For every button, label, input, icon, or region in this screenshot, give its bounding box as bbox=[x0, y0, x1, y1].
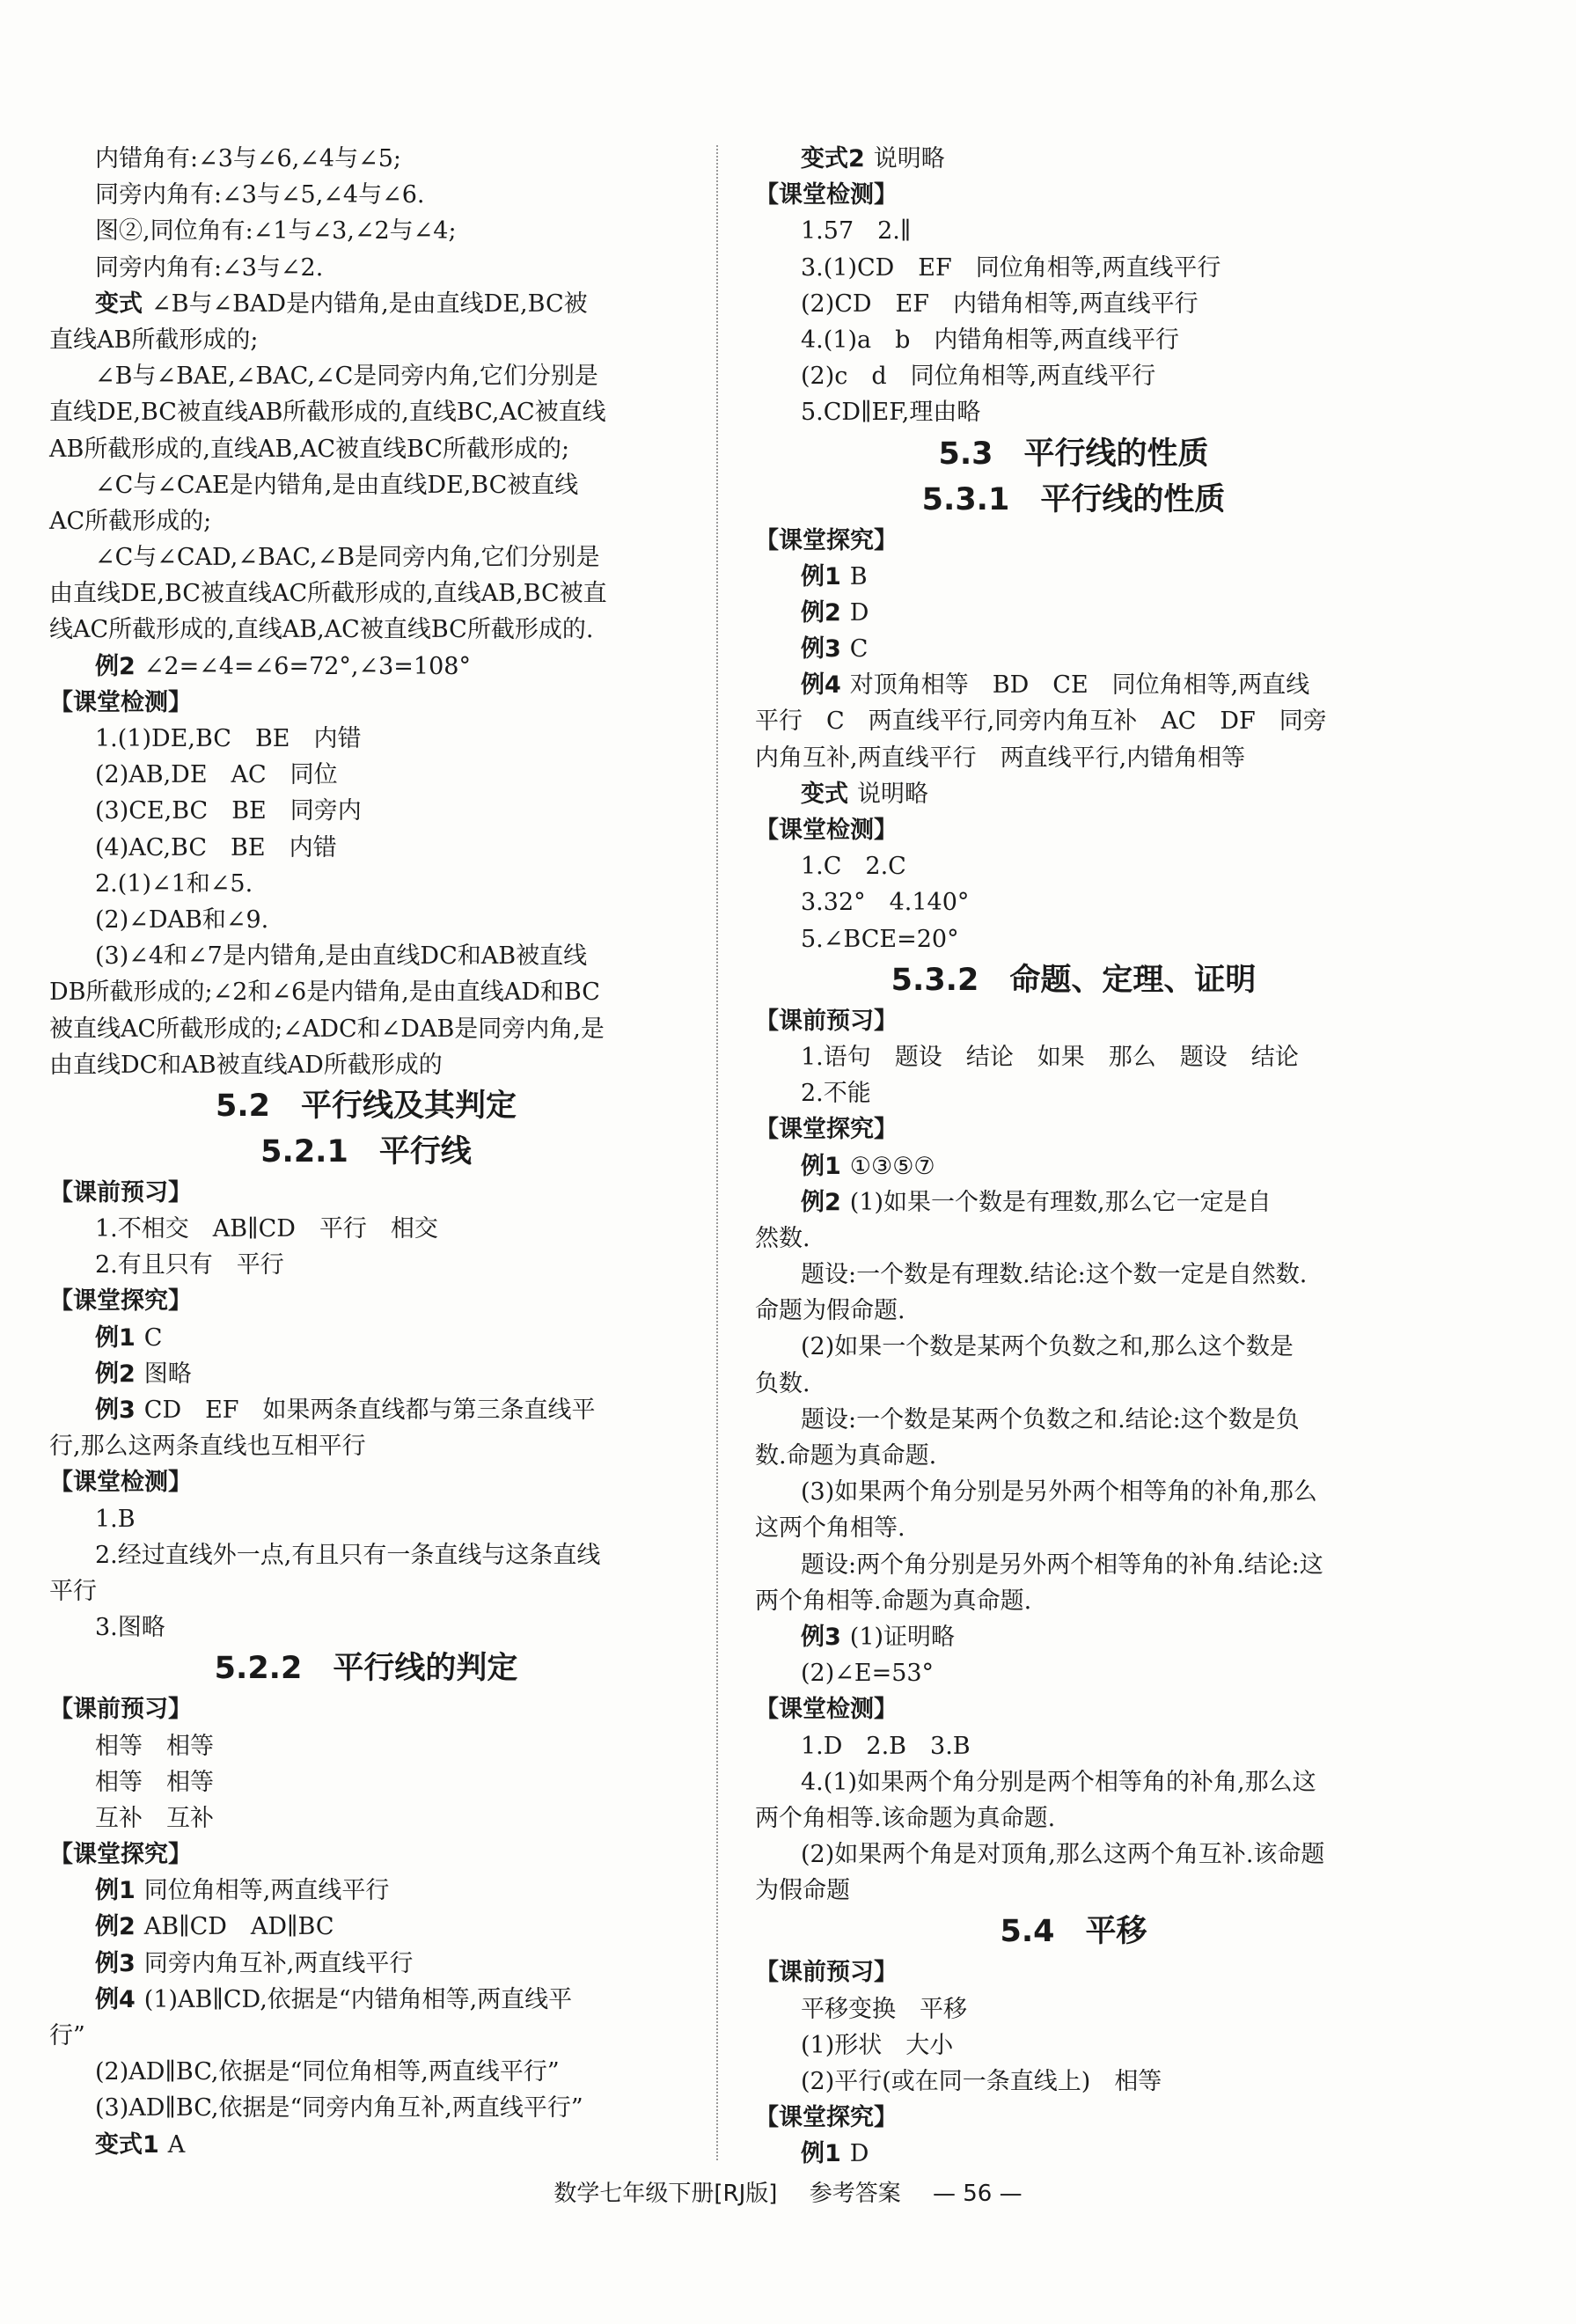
answer-line bbox=[755, 1619, 1392, 1655]
answer-line bbox=[49, 1501, 683, 1537]
answer-text: DB所截形成的;∠2和∠6是内错角,是由直线AD和BC bbox=[49, 979, 600, 1007]
answer-text: 1.B bbox=[95, 1505, 136, 1533]
answer-text: 被直线AC所截形成的;∠ADC和∠DAB是同旁内角,是 bbox=[49, 1015, 605, 1043]
answer-line bbox=[755, 776, 1392, 812]
subsection-label: 【课堂检测】 bbox=[49, 688, 192, 716]
section-heading: 5.3 平行线的性质 bbox=[938, 436, 1209, 472]
answer-text: AB∥CD AD∥BC bbox=[143, 1913, 334, 1941]
answer-text: 2.有且只有 平行 bbox=[95, 1251, 284, 1279]
answer-line bbox=[49, 1946, 683, 1982]
answer-text: 1.57 2.∥ bbox=[801, 217, 912, 246]
answer-line bbox=[49, 2054, 683, 2090]
page-footer bbox=[0, 2175, 1576, 2208]
answer-line bbox=[49, 1047, 683, 1083]
answer-line bbox=[49, 1320, 683, 1356]
subsection-label: 【课堂检测】 bbox=[755, 1696, 898, 1724]
answer-text: 1.不相交 AB∥CD 平行 相交 bbox=[95, 1215, 438, 1243]
left-column bbox=[49, 141, 683, 2163]
subsection-label: 【课堂检测】 bbox=[49, 1469, 192, 1497]
answer-line bbox=[755, 1836, 1392, 1873]
answer-line bbox=[49, 1392, 683, 1428]
answer-line bbox=[755, 1329, 1392, 1365]
answer-text: (3)CE,BC BE 同旁内 bbox=[95, 797, 362, 825]
answer-line bbox=[49, 649, 683, 685]
answer-text: 同旁内角有:∠3与∠2. bbox=[95, 253, 324, 282]
answer-text: 题设:一个数是有理数.结论:这个数一定是自然数. bbox=[801, 1261, 1308, 1289]
answer-text: 5.∠BCE=20° bbox=[801, 925, 959, 953]
answer-text: (2)CD EF 内错角相等,两直线平行 bbox=[801, 290, 1198, 318]
answer-line bbox=[755, 1583, 1392, 1619]
subsection-label: 【课堂探究】 bbox=[755, 1116, 898, 1144]
answer-text: 说明略 bbox=[873, 145, 945, 172]
answer-text: ∠2=∠4=∠6=72°,∠3=108° bbox=[143, 652, 471, 680]
answer-text: 这两个角相等. bbox=[755, 1514, 905, 1543]
subsection-label: 【课堂检测】 bbox=[755, 181, 898, 209]
answer-text: CD EF 如果两条直线都与第三条直线平 bbox=[143, 1397, 596, 1424]
section-heading: 5.2 平行线及其判定 bbox=[215, 1088, 517, 1124]
answer-line bbox=[49, 612, 683, 648]
answer-text: 2.不能 bbox=[801, 1080, 871, 1108]
answer-text: (2)AB,DE AC 同位 bbox=[95, 761, 338, 789]
answer-text: 3.图略 bbox=[95, 1614, 165, 1642]
answer-line bbox=[755, 667, 1392, 703]
answer-line bbox=[755, 2136, 1392, 2172]
answer-text: 线AC所截形成的,直线AB,AC被直线BC所截形成的. bbox=[49, 616, 594, 644]
answer-text: 4.(1)如果两个角分别是两个相等角的补角,那么这 bbox=[801, 1768, 1316, 1796]
answer-text: A bbox=[167, 2130, 186, 2159]
answer-line bbox=[755, 1293, 1392, 1329]
answer-text: ∠B与∠BAE,∠BAC,∠C是同旁内角,它们分别是 bbox=[95, 363, 598, 391]
answer-line bbox=[49, 503, 683, 539]
answer-line bbox=[755, 884, 1392, 920]
answer-text: 两个角相等.命题为真命题. bbox=[755, 1587, 1032, 1615]
example-tag: 例1 bbox=[801, 2140, 841, 2168]
answer-text: 数.命题为真命题. bbox=[755, 1442, 937, 1470]
answer-line bbox=[755, 2064, 1392, 2100]
answer-line bbox=[755, 1547, 1392, 1583]
answer-line bbox=[755, 1764, 1392, 1800]
answer-text: 相等 相等 bbox=[95, 1768, 214, 1796]
answer-text: (2)如果两个角是对顶角,那么这两个角互补.该命题 bbox=[801, 1841, 1325, 1869]
answer-line bbox=[49, 902, 683, 938]
answer-line bbox=[49, 1609, 683, 1646]
answer-line bbox=[755, 559, 1392, 595]
answer-text: 2.(1)∠1和∠5. bbox=[95, 869, 253, 898]
answer-line bbox=[49, 1764, 683, 1800]
answer-text: (3)∠4和∠7是内错角,是由直线DC和AB被直线 bbox=[95, 942, 588, 971]
example-tag: 例2 bbox=[801, 1188, 841, 1216]
answer-line bbox=[755, 921, 1392, 957]
answer-text: 1.C 2.C bbox=[801, 853, 906, 881]
answer-text: 同旁内角有:∠3与∠5,∠4与∠6. bbox=[95, 181, 425, 209]
answer-line bbox=[755, 358, 1392, 394]
answer-line bbox=[49, 394, 683, 430]
answer-line bbox=[49, 250, 683, 286]
column-divider bbox=[716, 145, 718, 2160]
answer-line bbox=[755, 1873, 1392, 1909]
answer-line bbox=[49, 1356, 683, 1392]
example-tag: 例3 bbox=[801, 1623, 841, 1651]
answer-line bbox=[755, 631, 1392, 667]
answer-text: ∠B与∠BAD是内错角,是由直线DE,BC被 bbox=[151, 290, 588, 318]
section-heading: 5.3.2 命题、定理、证明 bbox=[891, 962, 1257, 998]
answer-line bbox=[49, 431, 683, 467]
answer-text: 相等 相等 bbox=[95, 1732, 214, 1760]
answer-line bbox=[49, 1873, 683, 1909]
answer-text: 3.(1)CD EF 同位角相等,两直线平行 bbox=[801, 253, 1221, 282]
answer-text: 平行 C 两直线平行,同旁内角互补 AC DF 同旁 bbox=[755, 707, 1327, 736]
answer-line bbox=[49, 141, 683, 177]
example-tag: 例1 bbox=[95, 1323, 136, 1352]
answer-line bbox=[49, 830, 683, 866]
answer-text: (1)形状 大小 bbox=[801, 2031, 954, 2059]
answer-line bbox=[755, 1402, 1392, 1438]
answer-line bbox=[49, 1800, 683, 1836]
answer-text: 平移变换 平移 bbox=[801, 1995, 967, 2023]
answer-text: 说明略 bbox=[857, 780, 928, 808]
answer-line bbox=[755, 1800, 1392, 1836]
answer-line bbox=[49, 974, 683, 1010]
answer-line bbox=[755, 1075, 1392, 1111]
answer-text: C bbox=[849, 635, 869, 663]
answer-text: 4.(1)a b 内错角相等,两直线平行 bbox=[801, 326, 1179, 354]
answer-line bbox=[755, 141, 1392, 177]
answer-line bbox=[755, 1510, 1392, 1546]
answer-text: 内角互补,两直线平行 两直线平行,内错角相等 bbox=[755, 744, 1246, 772]
answer-text: ∠C与∠CAD,∠BAC,∠B是同旁内角,它们分别是 bbox=[95, 544, 600, 572]
subsection-label: 【课堂探究】 bbox=[49, 1841, 192, 1869]
answer-text: 1.(1)DE,BC BE 内错 bbox=[95, 725, 362, 752]
example-tag: 例1 bbox=[801, 562, 841, 590]
answer-text: (2)c d 同位角相等,两直线平行 bbox=[801, 363, 1156, 391]
answer-text: 题设:两个角分别是另外两个相等角的补角.结论:这 bbox=[801, 1551, 1323, 1579]
answer-line bbox=[49, 2090, 683, 2126]
answer-line bbox=[49, 1428, 683, 1464]
example-tag: 例4 bbox=[801, 671, 841, 700]
answer-line bbox=[49, 2127, 683, 2163]
answer-line bbox=[49, 467, 683, 503]
answer-text: 图②,同位角有:∠1与∠3,∠2与∠4; bbox=[95, 217, 457, 246]
answer-line bbox=[49, 177, 683, 213]
page-number: — 56 — bbox=[932, 2181, 1023, 2207]
subsection-label: 【课堂探究】 bbox=[755, 2104, 898, 2132]
example-tag: 例1 bbox=[801, 1152, 841, 1180]
answer-text: B bbox=[849, 562, 868, 590]
answer-text: 为假命题 bbox=[755, 1877, 850, 1905]
section-heading: 5.2.2 平行线的判定 bbox=[214, 1651, 518, 1687]
answer-text: 两个角相等.该命题为真命题. bbox=[755, 1804, 1056, 1832]
answer-text: 行” bbox=[49, 2022, 85, 2049]
example-tag: 变式 bbox=[95, 290, 143, 318]
answer-line bbox=[49, 1011, 683, 1047]
answer-text: (1)证明略 bbox=[849, 1623, 956, 1651]
answer-text: 平行 bbox=[49, 1577, 97, 1605]
answer-line bbox=[755, 1438, 1392, 1474]
example-tag: 变式1 bbox=[95, 2130, 159, 2159]
example-tag: 例1 bbox=[95, 1877, 136, 1905]
subsection-label: 【课前预习】 bbox=[755, 1959, 898, 1987]
answer-line bbox=[49, 1573, 683, 1609]
answer-text: (1)AB∥CD,依据是“内错角相等,两直线平 bbox=[143, 1985, 573, 2013]
example-tag: 变式 bbox=[801, 780, 848, 808]
answer-line bbox=[49, 721, 683, 757]
answer-line bbox=[755, 848, 1392, 884]
answer-line bbox=[755, 595, 1392, 631]
example-tag: 变式2 bbox=[801, 145, 865, 172]
section-heading: 5.4 平移 bbox=[1000, 1914, 1147, 1950]
answer-text: 同位角相等,两直线平行 bbox=[143, 1877, 390, 1905]
example-tag: 例2 bbox=[95, 1360, 136, 1388]
answer-text: 3.32° 4.140° bbox=[801, 889, 970, 917]
answer-line bbox=[755, 1655, 1392, 1691]
footer-section: 参考答案 bbox=[809, 2181, 901, 2207]
subsection-label: 【课堂探究】 bbox=[49, 1287, 192, 1316]
example-tag: 例2 bbox=[801, 598, 841, 627]
answer-line bbox=[755, 322, 1392, 358]
answer-text: D bbox=[849, 2140, 869, 2168]
section-heading: 5.3.1 平行线的性质 bbox=[921, 481, 1226, 517]
answer-text: (3)如果两个角分别是另外两个相等角的补角,那么 bbox=[801, 1478, 1317, 1507]
subsection-label: 【课堂探究】 bbox=[755, 526, 898, 554]
answer-text: 图略 bbox=[143, 1360, 192, 1388]
answer-line bbox=[755, 740, 1392, 776]
example-tag: 例3 bbox=[95, 1397, 136, 1424]
answer-line bbox=[49, 358, 683, 394]
answer-text: 1.语句 题设 结论 如果 那么 题设 结论 bbox=[801, 1043, 1299, 1071]
answer-line bbox=[49, 1537, 683, 1573]
answer-line bbox=[49, 1247, 683, 1283]
answer-line bbox=[49, 1909, 683, 1945]
answer-text: 行,那么这两条直线也互相平行 bbox=[49, 1433, 366, 1461]
answer-line bbox=[49, 576, 683, 612]
footer-book-title: 数学七年级下册[RJ版] bbox=[553, 2181, 778, 2207]
answer-text: 由直线DC和AB被直线AD所截形成的 bbox=[49, 1051, 443, 1079]
answer-line bbox=[49, 539, 683, 576]
example-tag: 例2 bbox=[95, 652, 136, 680]
answer-line bbox=[755, 213, 1392, 249]
answer-line bbox=[755, 1221, 1392, 1257]
answer-line bbox=[49, 1982, 683, 2018]
answer-line bbox=[49, 793, 683, 829]
answer-text: 直线DE,BC被直线AB所截形成的,直线BC,AC被直线 bbox=[49, 399, 606, 427]
answer-line bbox=[49, 322, 683, 358]
answer-line bbox=[755, 1184, 1392, 1221]
answer-line bbox=[755, 1474, 1392, 1510]
answer-line bbox=[49, 1211, 683, 1247]
answer-text: 对顶角相等 BD CE 同位角相等,两直线 bbox=[849, 671, 1310, 700]
answer-line bbox=[755, 2027, 1392, 2064]
answer-line bbox=[49, 866, 683, 902]
answer-text: (2)如果一个数是某两个负数之和,那么这个数是 bbox=[801, 1333, 1294, 1361]
answer-text: 题设:一个数是某两个负数之和.结论:这个数是负 bbox=[801, 1405, 1300, 1433]
answer-line bbox=[49, 286, 683, 322]
answer-text: D bbox=[849, 598, 869, 627]
answer-text: ①③⑤⑦ bbox=[849, 1152, 935, 1180]
right-column bbox=[755, 141, 1392, 2173]
answer-text: ∠C与∠CAE是内错角,是由直线DE,BC被直线 bbox=[95, 471, 579, 499]
answer-line bbox=[755, 394, 1392, 430]
answer-text: 由直线DE,BC被直线AC所截形成的,直线AB,BC被直 bbox=[49, 580, 607, 608]
answer-line bbox=[755, 286, 1392, 322]
subsection-label: 【课前预习】 bbox=[755, 1007, 898, 1035]
answer-line bbox=[49, 938, 683, 974]
answer-text: C bbox=[143, 1323, 163, 1352]
answer-line bbox=[755, 1257, 1392, 1293]
answer-text: 1.D 2.B 3.B bbox=[801, 1732, 971, 1760]
answer-text: (2)∠DAB和∠9. bbox=[95, 905, 269, 934]
answer-line bbox=[755, 250, 1392, 286]
answer-line bbox=[49, 1728, 683, 1764]
answer-text: 2.经过直线外一点,有且只有一条直线与这条直线 bbox=[95, 1541, 601, 1569]
answer-line bbox=[755, 1728, 1392, 1764]
answer-text: (2)平行(或在同一条直线上) 相等 bbox=[801, 2068, 1162, 2095]
answer-text: 命题为假命题. bbox=[755, 1297, 905, 1325]
answer-line bbox=[49, 213, 683, 249]
answer-text: 内错角有:∠3与∠6,∠4与∠5; bbox=[95, 145, 401, 172]
section-heading: 5.2.1 平行线 bbox=[260, 1133, 472, 1169]
subsection-label: 【课前预习】 bbox=[49, 1178, 192, 1206]
answer-line bbox=[755, 1148, 1392, 1184]
subsection-label: 【课前预习】 bbox=[49, 1696, 192, 1724]
answer-line bbox=[755, 1039, 1392, 1075]
example-tag: 例3 bbox=[95, 1949, 136, 1977]
example-tag: 例2 bbox=[95, 1913, 136, 1941]
answer-text: (1)如果一个数是有理数,那么它一定是自 bbox=[849, 1188, 1272, 1216]
example-tag: 例4 bbox=[95, 1985, 136, 2013]
answer-text: 5.CD∥EF,理由略 bbox=[801, 399, 981, 427]
subsection-label: 【课堂检测】 bbox=[755, 817, 898, 844]
example-tag: 例3 bbox=[801, 635, 841, 663]
answer-text: 然数. bbox=[755, 1224, 810, 1252]
answer-text: 互补 互补 bbox=[95, 1804, 214, 1832]
answer-line bbox=[49, 2018, 683, 2054]
answer-text: 同旁内角互补,两直线平行 bbox=[143, 1949, 414, 1977]
answer-text: (3)AD∥BC,依据是“同旁内角互补,两直线平行” bbox=[95, 2094, 583, 2122]
answer-line bbox=[49, 757, 683, 793]
answer-text: AB所截形成的,直线AB,AC被直线BC所截形成的; bbox=[49, 435, 570, 463]
answer-text: (2)∠E=53° bbox=[801, 1660, 935, 1688]
answer-text: (2)AD∥BC,依据是“同位角相等,两直线平行” bbox=[95, 2058, 560, 2086]
answer-text: 负数. bbox=[755, 1369, 810, 1397]
answer-line bbox=[755, 1366, 1392, 1402]
answer-text: AC所截形成的; bbox=[49, 507, 212, 535]
answer-text: (4)AC,BC BE 内错 bbox=[95, 833, 337, 861]
answer-line bbox=[755, 703, 1392, 739]
answer-line bbox=[755, 1991, 1392, 2027]
answer-text: 直线AB所截形成的; bbox=[49, 326, 259, 354]
